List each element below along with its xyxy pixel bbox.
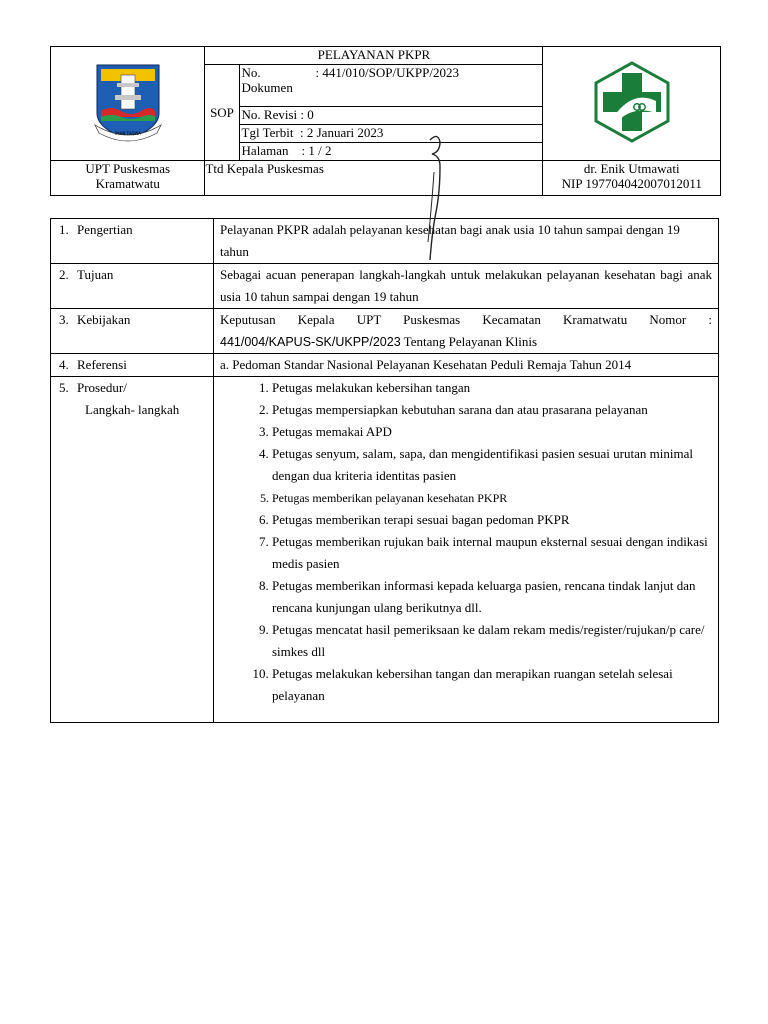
revision-value: 0 bbox=[307, 107, 314, 122]
tujuan-label-cell bbox=[51, 264, 214, 309]
issue-date-row bbox=[239, 125, 543, 143]
kebijakan-text bbox=[214, 309, 719, 354]
regency-emblem-icon bbox=[91, 61, 165, 143]
doc-number-row bbox=[239, 65, 543, 107]
section-label: Prosedur/ bbox=[77, 380, 127, 395]
doc-number-value: 441/010/SOP/UKPP/2023 bbox=[322, 65, 459, 80]
doc-number-label: No. bbox=[241, 65, 261, 80]
section-label: Pengertian bbox=[77, 222, 133, 237]
organization-line-1: UPT Puskesmas bbox=[85, 161, 171, 176]
kebijakan-label-cell bbox=[51, 309, 214, 354]
referensi-text: a. Pedoman Standar Nasional Pelayanan Kesehatan Peduli Remaja Tahun 2014 bbox=[214, 354, 719, 377]
doc-number-label-2: Dokumen bbox=[241, 80, 293, 95]
revision-sep: : bbox=[300, 107, 305, 122]
section-label: Kebijakan bbox=[77, 312, 131, 327]
document-title: PELAYANAN PKPR bbox=[205, 47, 543, 65]
section-label: Referensi bbox=[77, 357, 127, 372]
tujuan-text: Sebagai acuan penerapan langkah-langkah untuk melakukan pelayanan kesehatan bagi anak usia 10 tahun sampai dengan 19 tahun bbox=[214, 264, 719, 309]
section-number: 3. bbox=[59, 312, 69, 327]
issue-date-sep: : bbox=[299, 125, 304, 140]
sop-header-table bbox=[50, 46, 721, 196]
revision-row bbox=[239, 107, 543, 125]
head-nip: NIP 197704042007012011 bbox=[561, 176, 702, 191]
page-row bbox=[239, 143, 543, 161]
procedure-step: 7. Petugas memberikan rujukan baik internal maupun eksternal sesuai dengan indikasi medis pasien bbox=[272, 531, 712, 575]
prosedur-label-cell bbox=[51, 377, 214, 723]
doc-number-sep: : bbox=[315, 65, 320, 80]
page-sep: : bbox=[301, 143, 306, 158]
procedure-step: 2. Petugas mempersiapkan kebutuhan sarana dan atau prasarana pelayanan bbox=[272, 399, 712, 421]
procedure-step: 4. Petugas senyum, salam, sapa, dan mengidentifikasi pasien sesuai urutan minimal dengan dua kriteria identitas pasien bbox=[272, 443, 712, 487]
head-of-puskesmas bbox=[543, 161, 721, 196]
organization-name bbox=[51, 161, 205, 196]
procedure-step: 1. Petugas melakukan kebersihan tangan bbox=[272, 377, 712, 399]
svg-text:IMAN TAQWA: IMAN TAQWA bbox=[114, 131, 141, 136]
puskesmas-logo-icon bbox=[592, 61, 672, 143]
section-number: 5. bbox=[59, 380, 69, 395]
puskesmas-logo-cell bbox=[543, 47, 721, 161]
sop-label: SOP bbox=[205, 65, 239, 161]
regency-logo-cell bbox=[51, 47, 205, 161]
head-name: dr. Enik Utmawati bbox=[583, 161, 680, 176]
procedure-step: 5. Petugas memberikan pelayanan kesehatan PKPR bbox=[272, 487, 712, 509]
kebijakan-decree-number: 441/004/KAPUS-SK/UKPP/2023 bbox=[220, 335, 401, 349]
organization-line-2: Kramatwatu bbox=[95, 176, 160, 191]
sop-content-table bbox=[50, 218, 719, 723]
issue-date-value: 2 Januari 2023 bbox=[306, 125, 384, 140]
procedure-step: 10. Petugas melakukan kebersihan tangan dan merapikan ruangan setelah selesai pelayanan bbox=[272, 663, 712, 707]
pengertian-label-cell bbox=[51, 219, 214, 264]
section-number: 2. bbox=[59, 267, 69, 282]
page-label: Halaman bbox=[241, 143, 289, 158]
procedure-step: 9. Petugas mencatat hasil pemeriksaan ke dalam rekam medis/register/rujukan/p care/ simkes dll bbox=[272, 619, 712, 663]
section-label-2: Langkah- langkah bbox=[85, 402, 180, 417]
referensi-label-cell bbox=[51, 354, 214, 377]
kebijakan-line-1: Keputusan Kepala UPT Puskesmas Kecamatan Kramatwatu Nomor : bbox=[220, 312, 712, 327]
kebijakan-decree-title: Tentang Pelayanan Klinis bbox=[400, 334, 538, 349]
signature-label: Ttd Kepala Puskesmas bbox=[205, 161, 543, 196]
issue-date-label: Tgl Terbit bbox=[241, 125, 294, 140]
procedure-step: 3. Petugas memakai APD bbox=[272, 421, 712, 443]
page-value: 1 / 2 bbox=[308, 143, 332, 158]
prosedur-steps bbox=[214, 377, 719, 723]
revision-label: No. Revisi bbox=[241, 107, 298, 122]
procedure-step: 6. Petugas memberikan terapi sesuai bagan pedoman PKPR bbox=[272, 509, 712, 531]
section-label: Tujuan bbox=[77, 267, 114, 282]
section-number: 4. bbox=[59, 357, 69, 372]
procedure-step-list bbox=[220, 377, 712, 707]
pengertian-text: Pelayanan PKPR adalah pelayanan kesehatan bagi anak usia 10 tahun sampai dengan 19 tahun bbox=[214, 219, 719, 264]
procedure-step: 8. Petugas memberikan informasi kepada keluarga pasien, rencana tindak lanjut dan rencana kunjungan ulang berikutnya dll. bbox=[272, 575, 712, 619]
section-number: 1. bbox=[59, 222, 69, 237]
